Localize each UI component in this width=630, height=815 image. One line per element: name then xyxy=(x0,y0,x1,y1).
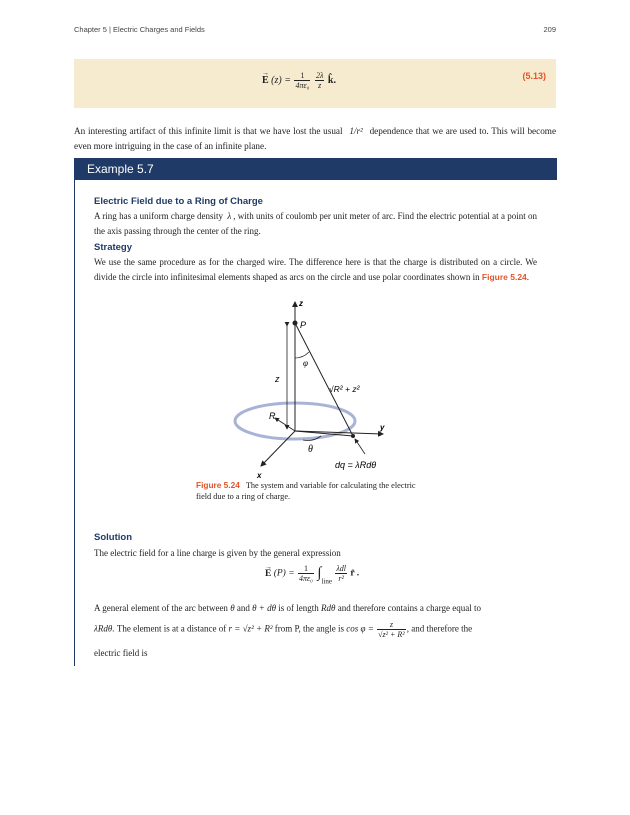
equation-number: (5.13) xyxy=(522,71,546,81)
strategy-heading: Strategy xyxy=(94,242,133,253)
equation-5-13 xyxy=(262,68,336,90)
label-R: R xyxy=(269,411,276,421)
line-charge-equation: E → (P) = $\frac{1}{\text{4πε₀}}$ $\int_{line}$ $\frac{\text{λdl}}{\text{r²}}$ r̂ . xyxy=(265,562,360,586)
figure-5-24-ring-diagram xyxy=(225,296,435,481)
label-phi: φ xyxy=(303,358,308,368)
solution-heading: Solution xyxy=(94,532,132,543)
label-x-axis: x xyxy=(257,471,262,480)
solution-text: The electric field for a line charge is given by the general expression xyxy=(94,548,341,558)
running-header-chapter: Chapter 5 | Electric Charges and Fields xyxy=(74,25,205,34)
charge-element-dq xyxy=(351,434,355,438)
radius-R-arrow xyxy=(275,418,295,431)
example-box xyxy=(74,158,557,666)
example-title: Example 5.7 xyxy=(75,158,557,180)
label-z-axis: z xyxy=(299,299,303,308)
page-number: 209 xyxy=(543,25,556,34)
eq-lhs: (z) = xyxy=(271,74,291,86)
label-dq: dq = λRdθ xyxy=(335,460,377,470)
eq-frac-2: $\frac{2\lambda}{z}$ xyxy=(315,71,324,90)
label-P: P xyxy=(300,320,307,330)
eq-frac-1: $\frac{1}{\text{4πε₀}}$ xyxy=(295,71,310,90)
example-heading: Electric Field due to a Ring of Charge xyxy=(94,196,263,207)
eq-tail: k̂. xyxy=(327,74,336,86)
equation-box-5-13 xyxy=(74,59,556,108)
dq-pointer xyxy=(355,439,365,454)
intro-paragraph: An interesting artifact of this infinite limit is that we have lost the usual 1/r² dependence that we are used to. This will become even more intriguing in the case of an infinite plane. xyxy=(74,126,557,151)
arc-element-text-line3: electric field is xyxy=(94,648,148,658)
label-hypotenuse: √R² + z² xyxy=(329,384,360,394)
problem-text: A ring has a uniform charge density λ , with units of coulomb per unit meter of arc. Find the electric potential at a point on the axis passing through the center of the ring. xyxy=(94,211,538,236)
label-theta: θ xyxy=(308,444,313,455)
vector-E: E → xyxy=(262,68,269,86)
label-y-axis: y xyxy=(380,423,385,432)
strategy-text: We use the same procedure as for the charged wire. The difference here is that the charge is distributed on a circle. We divide the circle into infinitesimal elements shaped as arcs on the circle and use polar coordinates shown in Figure 5.24. xyxy=(94,257,537,282)
hypotenuse-line xyxy=(295,323,353,436)
label-z-length: z xyxy=(275,374,280,384)
arc-element-text-line1: A general element of the arc between θ and θ + dθ is of length Rdθ and therefore contains a charge equal to xyxy=(94,603,481,613)
figure-caption: Figure 5.24 The system and variable for calculating the electric field due to a ring of charge. xyxy=(196,480,416,501)
inline-math-inverse-square: 1/r² xyxy=(349,126,363,136)
arc-element-text-line2: λRdθ. The element is at a distance of r = √z² + R² from P, the angle is cos φ = $\frac{z}{\text{√z² + R²}}$ , and therefore the xyxy=(94,620,473,639)
figure-reference-link[interactable]: Figure 5.24 xyxy=(481,271,527,282)
